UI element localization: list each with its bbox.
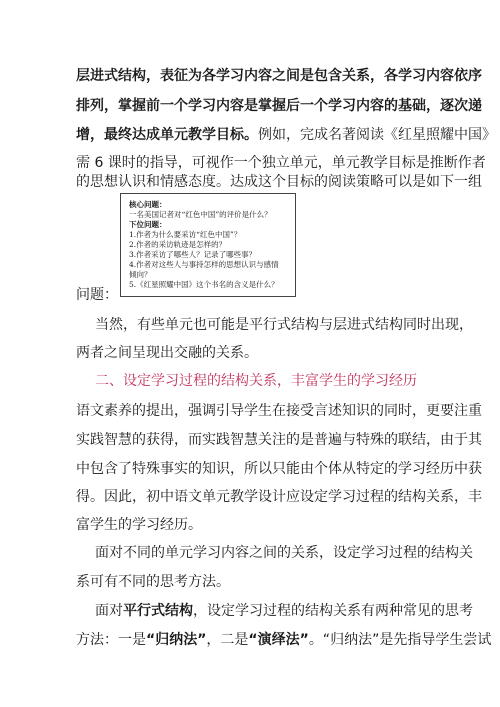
section-heading: 二、设定学习过程的结构关系，丰富学生的学习经历	[95, 373, 417, 389]
text-segment: 的思想认识和情感态度。达成这个目标的阅读策略可以是如下一组	[76, 174, 482, 190]
text-line-5	[76, 172, 482, 192]
text-segment: ，设定学习过程的结构关系有两种常见的思考	[193, 603, 473, 619]
text-segment: 层进式结构，表征为各学习内容之间是包含关系，各学习内容依序	[76, 68, 482, 84]
para3-line-2: 实践智慧的获得，而实践智慧关注的是普遍与特殊的联结，由于其	[76, 432, 482, 448]
para4-line-2: 系可有不同的思考方法。	[76, 574, 230, 590]
text-segment: 面对	[95, 603, 123, 619]
para2-line-2: 两者之间呈现出交融的关系。	[76, 345, 258, 361]
text-segment: 需 6 课时的指导，可视作一个独立单元，单元教学目标是推断作者	[76, 155, 486, 171]
question-figure	[120, 193, 296, 297]
text-segment: 。“归纳法”是先指导学生尝试	[308, 632, 492, 648]
text-line-3	[76, 125, 496, 145]
text-segment: 例如，完成名著阅读《红星照耀中国》	[258, 127, 496, 143]
sub-question-item: 5.《红星照耀中国》这个书名的含义是什么？	[129, 280, 279, 289]
sub-question-item: 2.作者的采访轨迹是怎样的？	[129, 240, 227, 249]
text-segment: “演绎法”	[248, 632, 309, 648]
para3-line-5: 富学生的学习经历。	[76, 517, 202, 533]
core-question-label: 核心问题：	[129, 200, 167, 209]
para4-line-1: 面对不同的单元学习内容之间的关系，设定学习过程的结构关	[95, 545, 473, 561]
sub-question-item: 4.作者对这些人与事持怎样的思想认识与感情	[129, 260, 279, 269]
para5-line-2	[76, 630, 492, 650]
sub-question-item: 3.作者采访了哪些人？记录了哪些事？	[129, 250, 257, 259]
para3-line-3: 中包含了特殊事实的知识，所以只能由个体从特定的学习经历中获	[76, 461, 482, 477]
after-figure-text: 问题：	[76, 287, 118, 303]
para2-line-1: 当然，有些单元也可能是平行式结构与层进式结构同时出现，	[95, 317, 473, 333]
core-question: 一名美国记者对“红色中国”的评价是什么？	[129, 210, 272, 219]
text-segment: 平行式结构	[123, 603, 193, 619]
text-segment: 增，最终达成单元教学目标。	[76, 127, 258, 143]
text-segment: “归纳法”	[146, 632, 207, 648]
para3-line-1: 语文素养的提出，强调引导学生在接受言述知识的同时，更要注重	[76, 403, 482, 419]
sub-question-label: 下位问题：	[129, 220, 167, 229]
sub-question-item: 1.作者为什么要采访“红色中国”？	[129, 230, 242, 239]
text-segment: 方法：一是	[76, 632, 146, 648]
text-line-4	[76, 153, 486, 173]
text-segment: ，二是	[206, 632, 249, 648]
para3-line-4: 得。因此，初中语文单元教学设计应设定学习过程的结构关系，丰	[76, 489, 482, 505]
para5-line-1	[95, 601, 473, 621]
text-line-1	[76, 66, 482, 86]
text-segment: 排列，掌握前一个学习内容是掌握后一个学习内容的基础，逐次递	[76, 98, 482, 114]
text-line-2	[76, 96, 482, 116]
sub-question-item: 倾向？	[129, 270, 152, 279]
